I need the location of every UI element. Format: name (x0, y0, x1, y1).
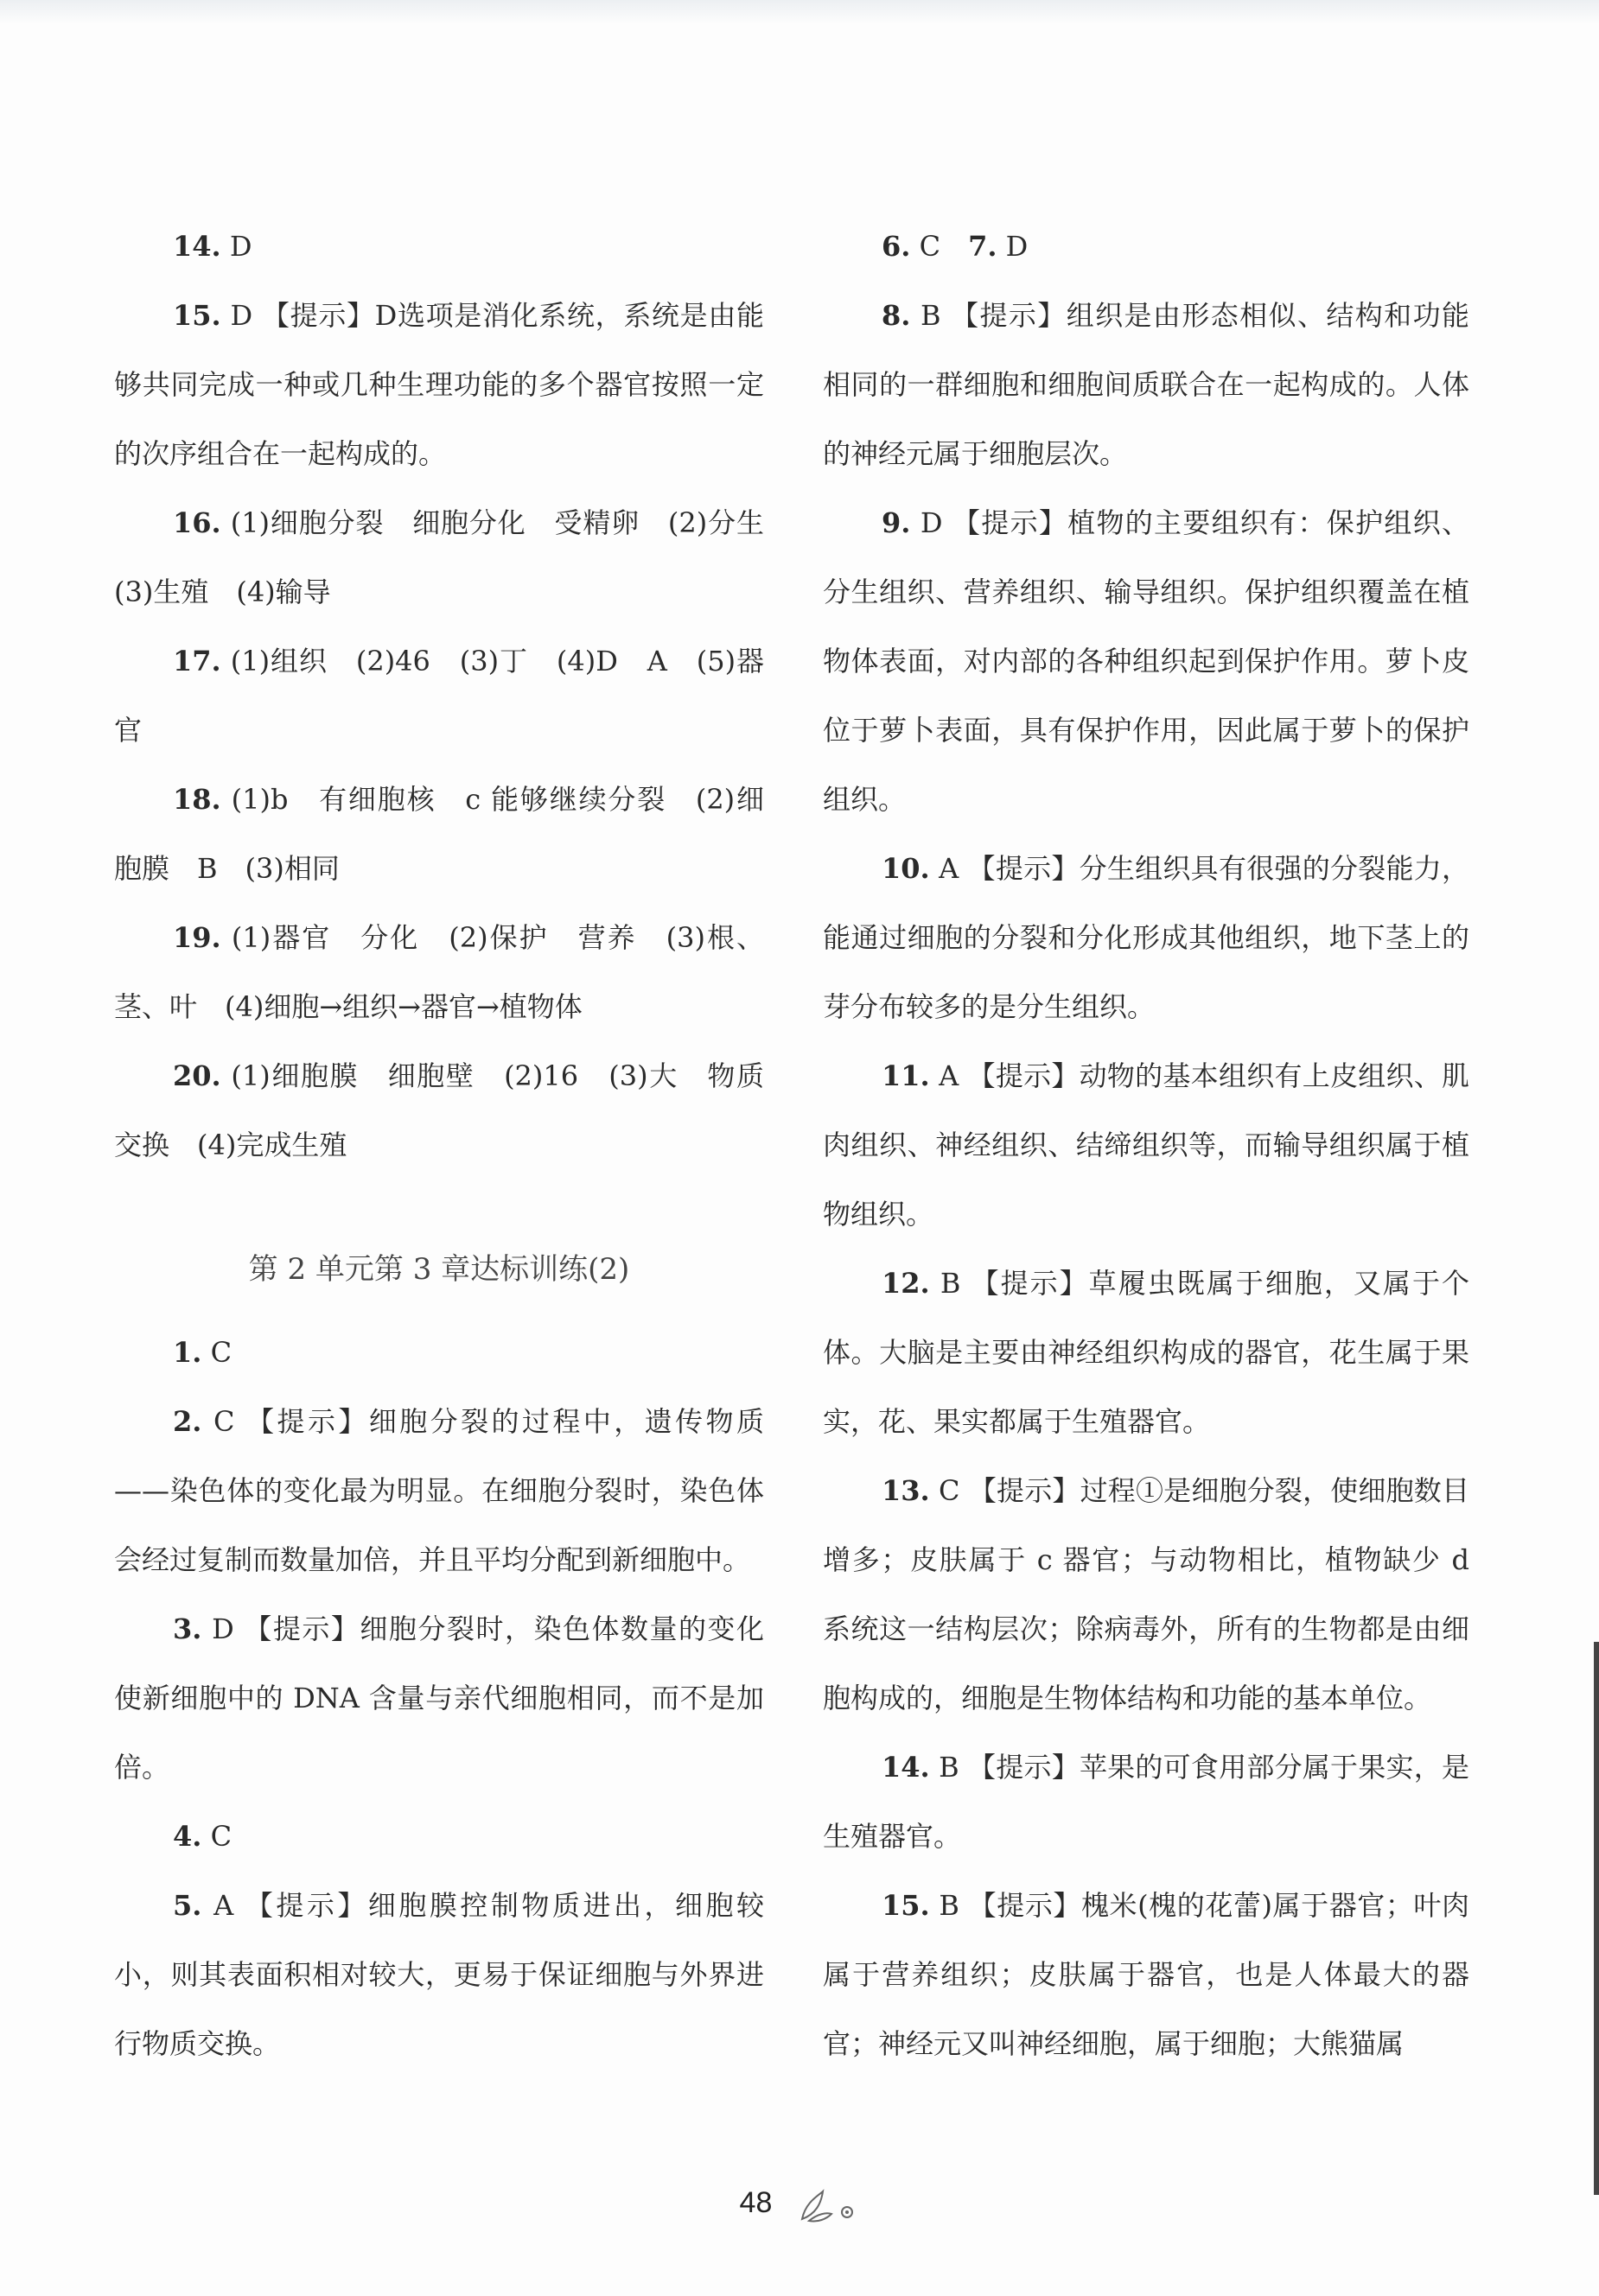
page-edge-shadow (1594, 1642, 1599, 2195)
answer-entry: 14. B 【提示】苹果的可食用部分属于果实，是生殖器官。 (823, 1751, 1469, 1853)
answer-entry: 12. B 【提示】草履虫既属于细胞，又属于个体。大脑是主要由神经组织构成的器官，花生属于果实，花、果实都属于生殖器官。 (823, 1267, 1469, 1438)
answer-entry: 4. C (173, 1820, 233, 1853)
answer-entry: 19. (1)器官 分化 (2)保护 营养 (3)根、茎、叶 (4)细胞→组织→器官→植物体 (114, 921, 764, 1023)
answer-entry: 3. D 【提示】细胞分裂时，染色体数量的变化使新细胞中的 DNA 含量与亲代细胞相同，而不是加倍。 (114, 1612, 764, 1784)
page-footer (0, 2186, 1599, 2229)
answer-entry: 18. (1)b 有细胞核 c 能够继续分裂 (2)细胞膜 B (3)相同 (114, 783, 764, 885)
right-column (823, 212, 1469, 2078)
answer-entry: 5. A 【提示】细胞膜控制物质进出，细胞较小，则其表面积相对较大，更易于保证细胞与外界进行物质交换。 (114, 1889, 764, 2060)
answer-entry: 15. B 【提示】槐米(槐的花蕾)属于器官；叶肉属于营养组织；皮肤属于器官，也是人体最大的器官；神经元又叫神经细胞，属于细胞；大熊猫属 (823, 1889, 1469, 2060)
answer-entry: 20. (1)细胞膜 细胞壁 (2)16 (3)大 物质交换 (4)完成生殖 (114, 1059, 764, 1161)
answer-entry: 6. C 7. D (882, 230, 1029, 263)
section-title: 第 2 单元第 3 章达标训练(2) (248, 1252, 630, 1287)
answer-entry: 11. A 【提示】动物的基本组织有上皮组织、肌肉组织、神经组织、结缔组织等，而输导组织属于植物组织。 (823, 1059, 1469, 1231)
answer-entry: 1. C (173, 1336, 233, 1369)
answer-entry: 17. (1)组织 (2)46 (3)丁 (4)D A (5)器官 (114, 645, 764, 747)
answer-entry: 13. C 【提示】过程①是细胞分裂，使细胞数目增多；皮肤属于 c 器官；与动物相比，植物缺少 d 系统这一结构层次；除病毒外，所有的生物都是由细胞构成的，细胞是生物体结构和功能的基本单位。 (823, 1474, 1469, 1714)
answer-entry: 15. D 【提示】D选项是消化系统，系统是由能够共同完成一种或几种生理功能的多个器官按照一定的次序组合在一起构成的。 (114, 299, 764, 470)
scan-top-shadow (0, 0, 1599, 24)
answer-entry: 9. D 【提示】植物的主要组织有：保护组织、分生组织、营养组织、输导组织。保护组织覆盖在植物体表面，对内部的各种组织起到保护作用。萝卜皮位于萝卜表面，具有保护作用，因此属于萝卜的保护组织。 (823, 506, 1469, 816)
answer-entry: 14. D (173, 230, 252, 263)
answer-entry: 8. B 【提示】组织是由形态相似、结构和功能相同的一群细胞和细胞间质联合在一起构成的。人体的神经元属于细胞层次。 (823, 299, 1469, 470)
answer-entry: 16. (1)细胞分裂 细胞分化 受精卵 (2)分生 (3)生殖 (4)输导 (114, 506, 793, 608)
page-number: 48 (739, 2186, 773, 2219)
leaf-ornament-icon (797, 2188, 859, 2229)
left-column (114, 212, 793, 2078)
answer-entry: 10. A 【提示】分生组织具有很强的分裂能力，能通过细胞的分裂和分化形成其他组织，地下茎上的芽分布较多的是分生组织。 (823, 852, 1469, 1023)
answer-entry: 2. C 【提示】细胞分裂的过程中，遗传物质——染色体的变化最为明显。在细胞分裂时，染色体会经过复制而数量加倍，并且平均分配到新细胞中。 (114, 1405, 764, 1576)
